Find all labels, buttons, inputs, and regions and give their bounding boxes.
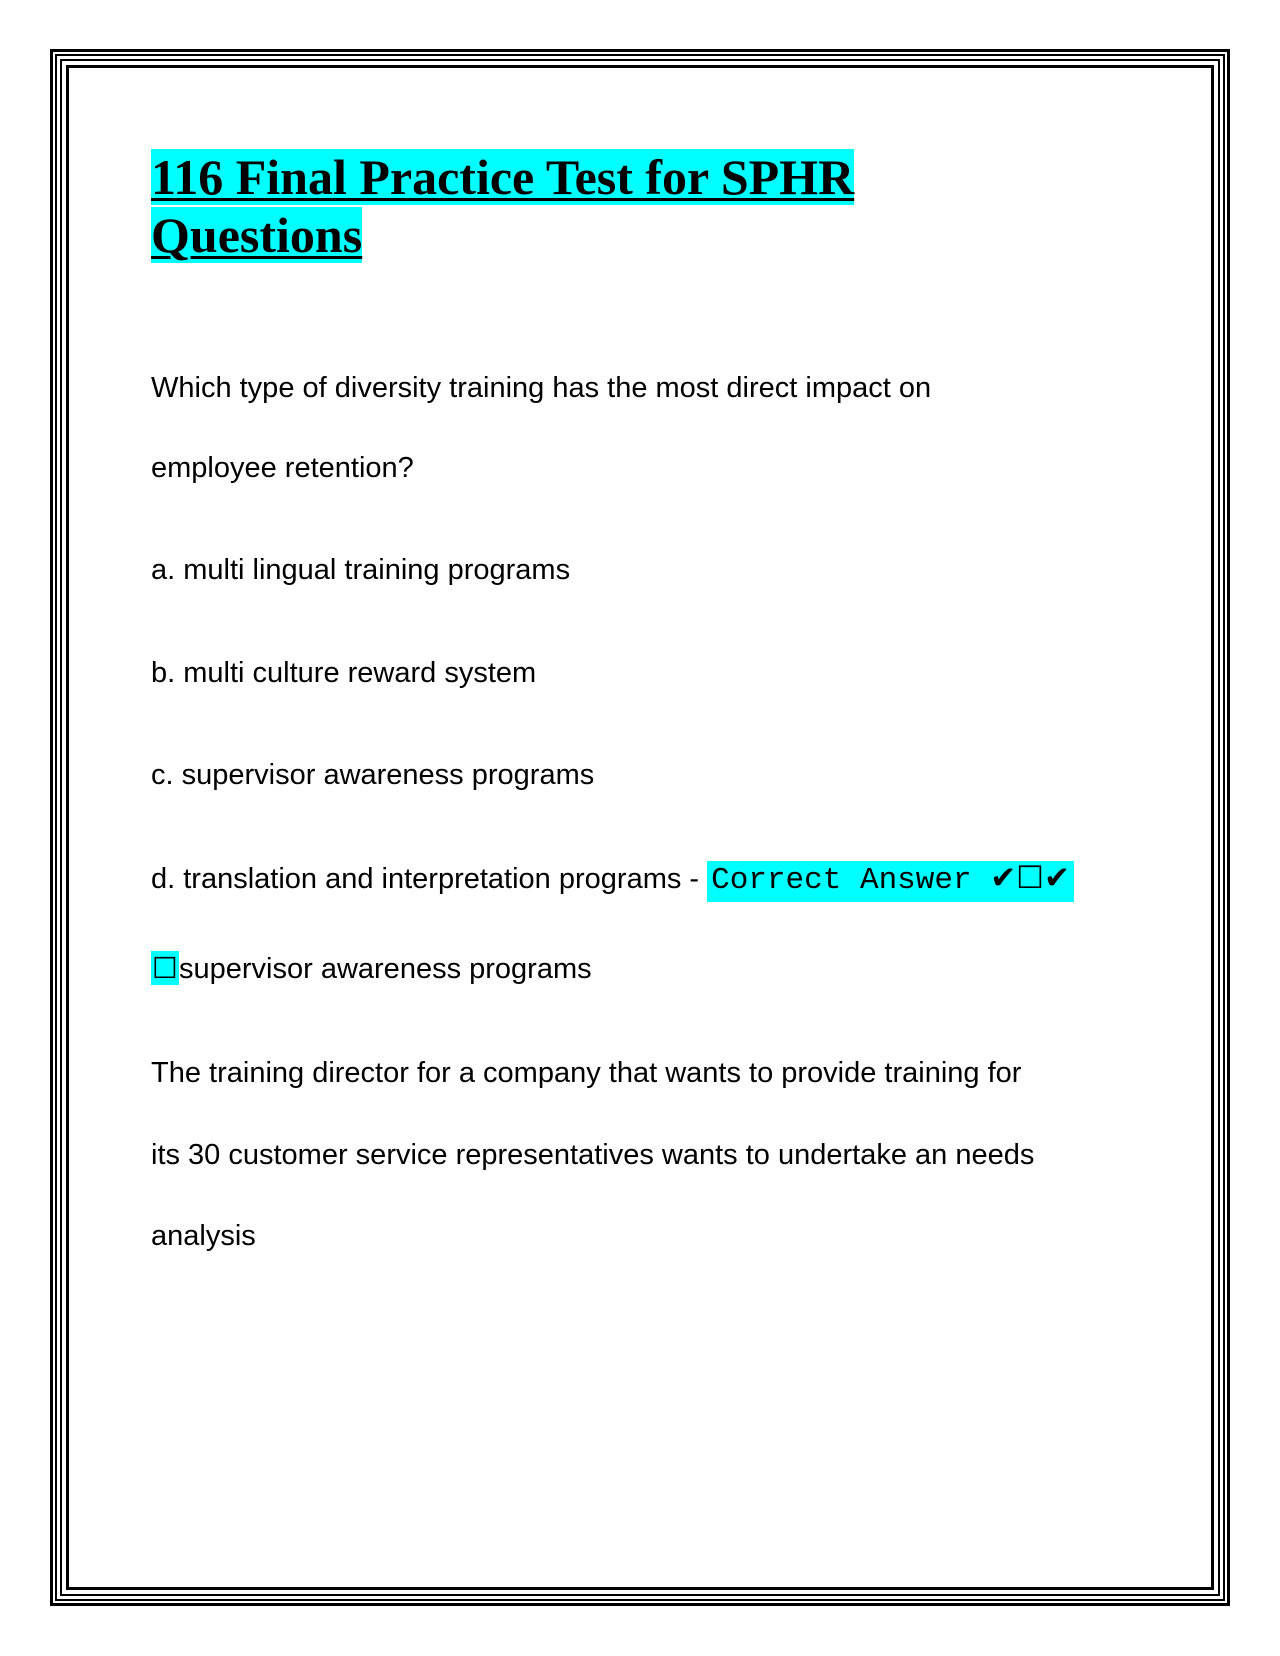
correct-answer-label: [707, 861, 1074, 902]
answer-line: [151, 950, 592, 987]
option-d: [151, 860, 1074, 899]
answer-text: supervisor awareness programs: [179, 953, 592, 985]
title-line-2: Questions: [151, 207, 363, 263]
correct-answer-text: Correct Answer: [711, 863, 991, 898]
checkbox-icon: ☐: [152, 951, 178, 985]
option-d-text: d. translation and interpretation programs -: [151, 863, 708, 895]
document-title: [151, 148, 854, 264]
check-box-check-icon: ✔☐✔: [990, 860, 1070, 896]
page-border-innermost: [66, 65, 1214, 1590]
question-2-line-1: The training director for a company that wants to provide training for: [151, 1057, 1022, 1089]
option-c: c. supervisor awareness programs: [151, 759, 595, 791]
question-1-line-2: employee retention?: [151, 452, 414, 484]
question-2-line-3: analysis: [151, 1220, 256, 1252]
title-line-1: 116 Final Practice Test for SPHR: [151, 149, 855, 205]
option-a: a. multi lingual training programs: [151, 554, 571, 586]
question-1-line-1: Which type of diversity training has the most direct impact on: [151, 372, 932, 404]
option-b: b. multi culture reward system: [151, 657, 537, 689]
question-2-line-2: its 30 customer service representatives wants to undertake an needs: [151, 1139, 1035, 1171]
